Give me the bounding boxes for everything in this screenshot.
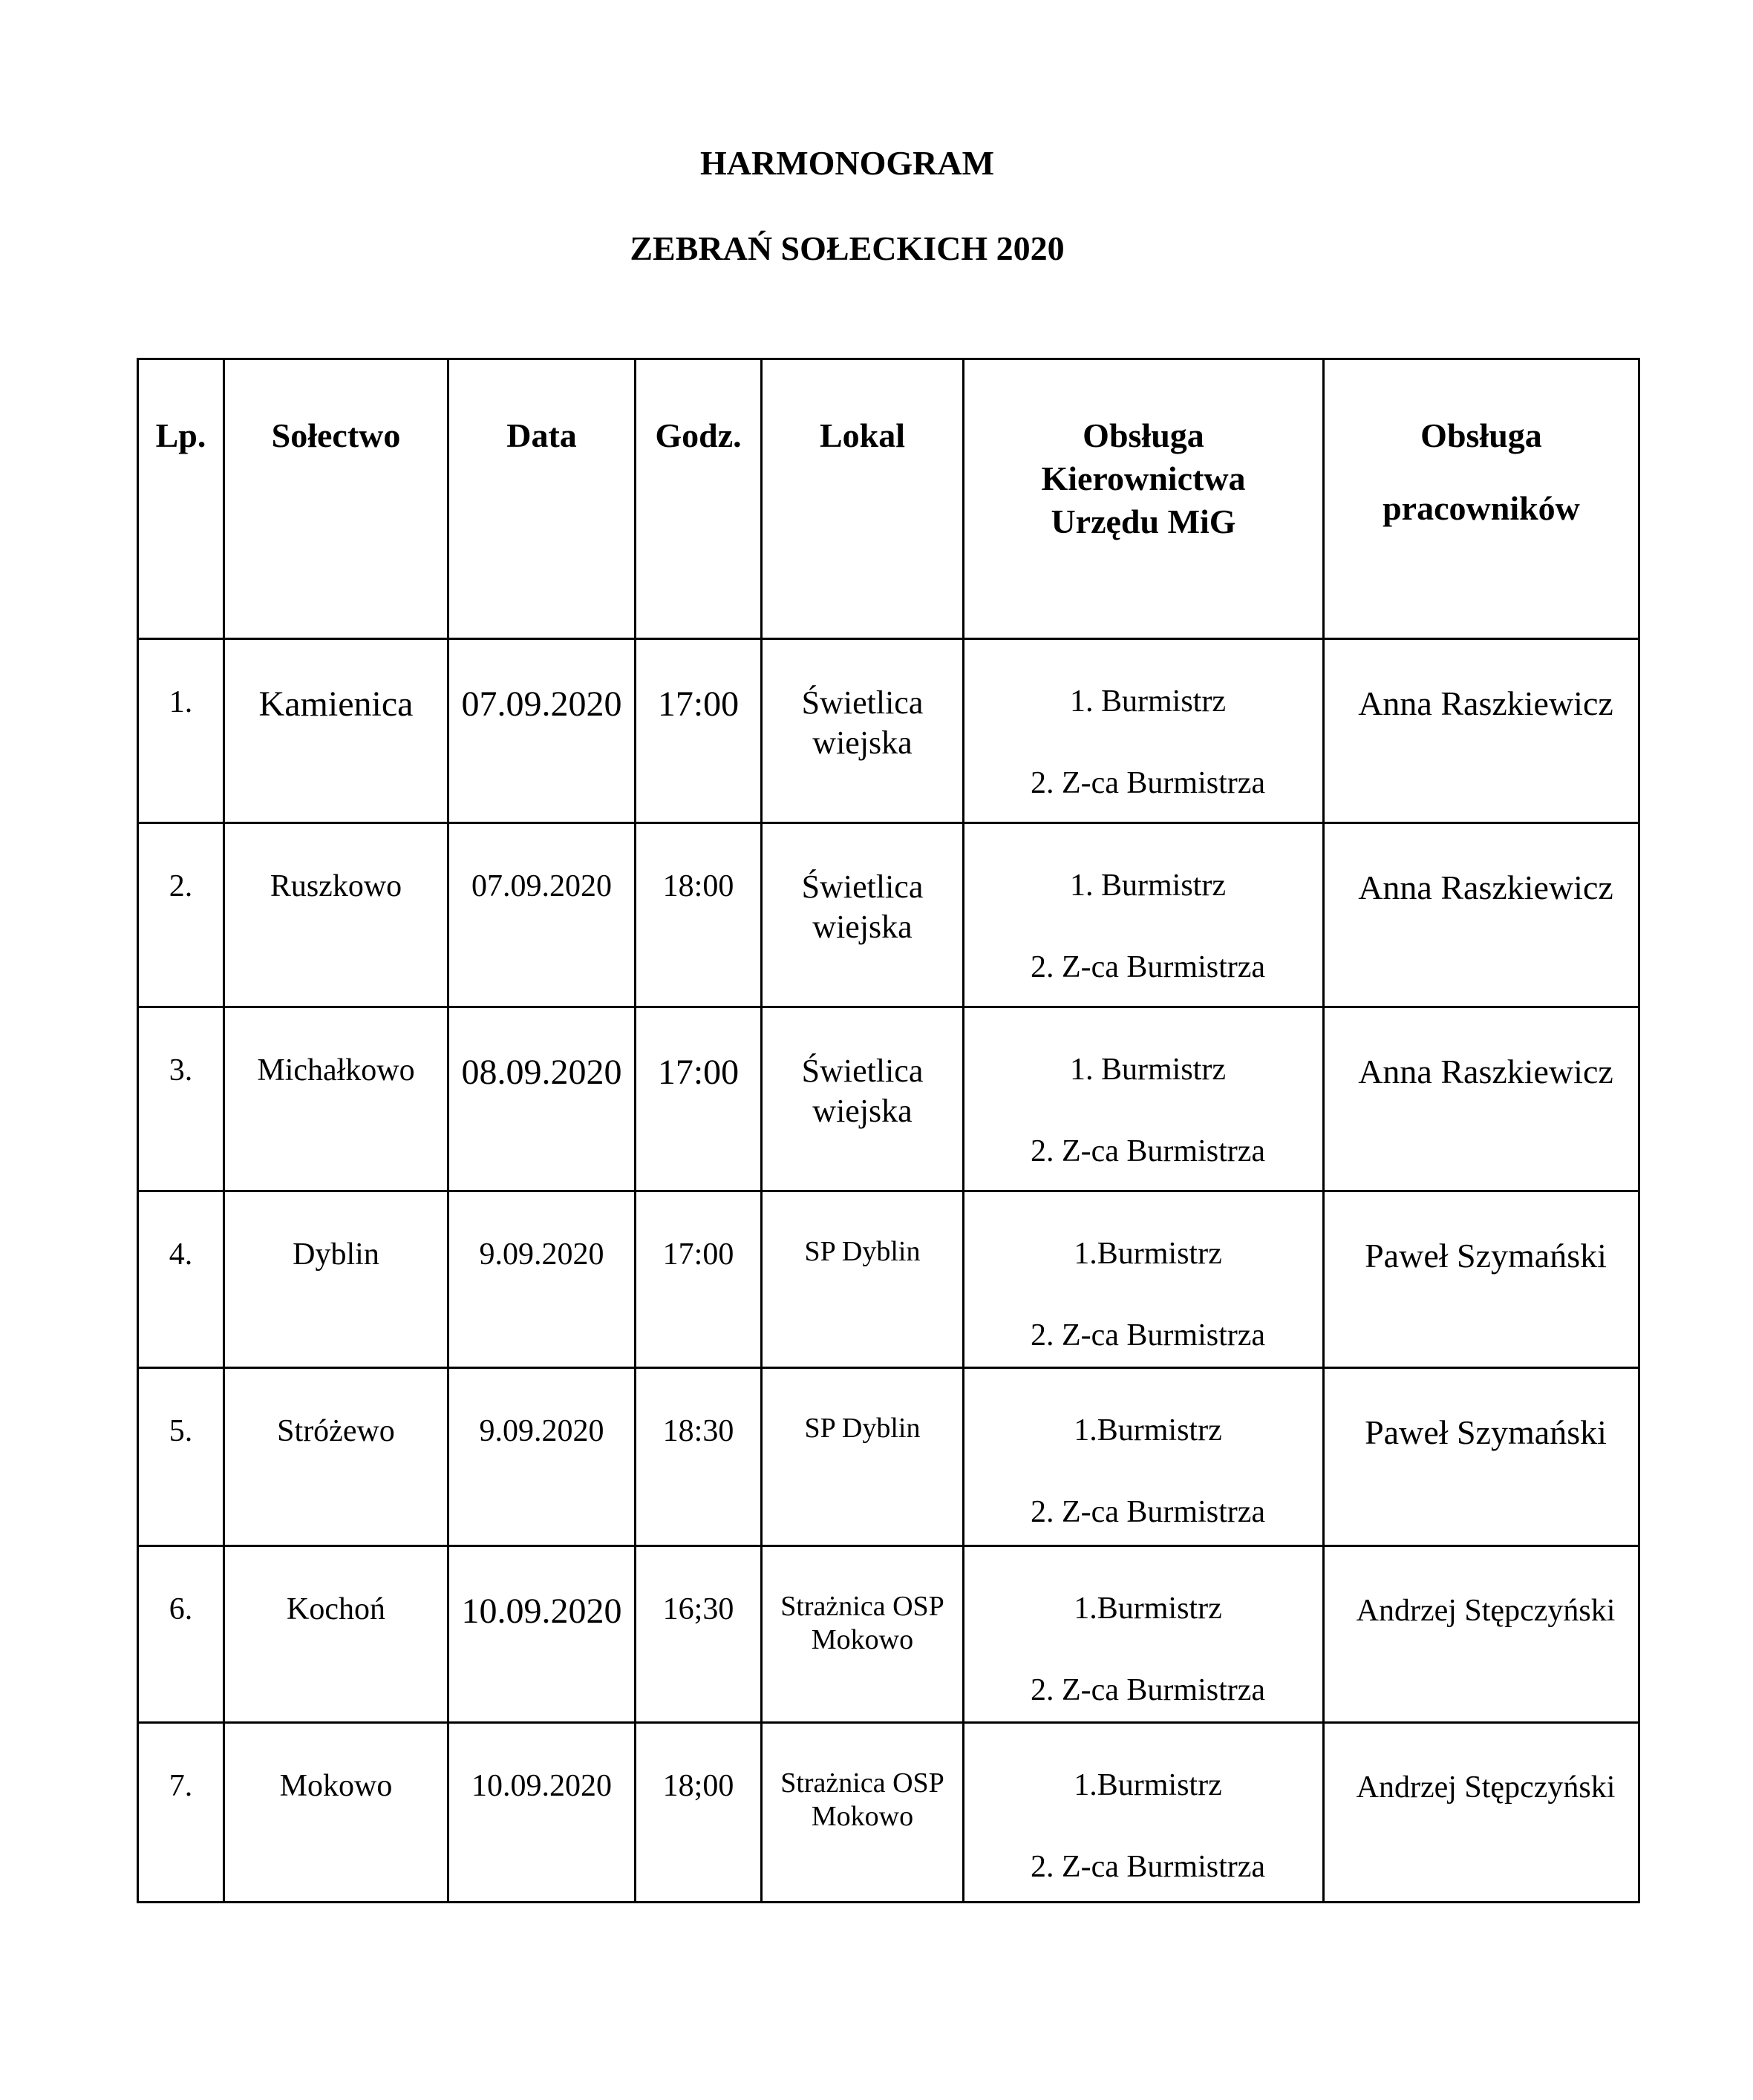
cell-obsluga-kierownictwa: 1. Burmistrz 2. Z-ca Burmistrza <box>964 1007 1324 1191</box>
table-row <box>138 639 1639 823</box>
cell-lokal: Strażnica OSP Mokowo <box>762 1723 964 1903</box>
cell-solectwo: Mokowo <box>224 1723 448 1903</box>
header-obsluga-kierownictwa: Obsługa Kierownictwa Urzędu MiG <box>964 359 1324 639</box>
cell-lp: 3. <box>138 1007 224 1191</box>
cell-obsluga-pracownikow: Paweł Szymański <box>1324 1368 1639 1546</box>
header-lp: Lp. <box>138 359 224 639</box>
cell-godz: 17:00 <box>636 1007 762 1191</box>
cell-lp: 4. <box>138 1191 224 1368</box>
cell-obsluga-kierownictwa: 1.Burmistrz 2. Z-ca Burmistrza <box>964 1723 1324 1903</box>
cell-lp: 1. <box>138 639 224 823</box>
cell-lokal: SP Dyblin <box>762 1368 964 1546</box>
cell-godz: 17:00 <box>636 1191 762 1368</box>
cell-lokal: Świetlica wiejska <box>762 823 964 1007</box>
table-row <box>138 1007 1639 1191</box>
cell-obsluga-pracownikow: Paweł Szymański <box>1324 1191 1639 1368</box>
table-row <box>138 1546 1639 1723</box>
cell-obsluga-pracownikow: Andrzej Stępczyński <box>1324 1723 1639 1903</box>
cell-obsluga-kierownictwa: 1. Burmistrz 2. Z-ca Burmistrza <box>964 823 1324 1007</box>
cell-godz: 18:00 <box>636 823 762 1007</box>
cell-data: 08.09.2020 <box>448 1007 636 1191</box>
cell-data: 10.09.2020 <box>448 1546 636 1723</box>
cell-solectwo: Stróżewo <box>224 1368 448 1546</box>
header-data: Data <box>448 359 636 639</box>
cell-data: 07.09.2020 <box>448 823 636 1007</box>
cell-solectwo: Ruszkowo <box>224 823 448 1007</box>
cell-data: 07.09.2020 <box>448 639 636 823</box>
header-solectwo: Sołectwo <box>224 359 448 639</box>
header-godz: Godz. <box>636 359 762 639</box>
table-row <box>138 823 1639 1007</box>
cell-data: 9.09.2020 <box>448 1191 636 1368</box>
cell-godz: 16;30 <box>636 1546 762 1723</box>
cell-lp: 6. <box>138 1546 224 1723</box>
cell-obsluga-pracownikow: Anna Raszkiewicz <box>1324 639 1639 823</box>
schedule-table <box>137 358 1640 1903</box>
header-obsluga-pracownikow: Obsługa pracowników <box>1324 359 1639 639</box>
cell-godz: 18;00 <box>636 1723 762 1903</box>
cell-lp: 7. <box>138 1723 224 1903</box>
cell-data: 10.09.2020 <box>448 1723 636 1903</box>
table-row <box>138 1368 1639 1546</box>
cell-godz: 17:00 <box>636 639 762 823</box>
cell-lp: 5. <box>138 1368 224 1546</box>
cell-obsluga-kierownictwa: 1.Burmistrz 2. Z-ca Burmistrza <box>964 1191 1324 1368</box>
cell-obsluga-pracownikow: Andrzej Stępczyński <box>1324 1546 1639 1723</box>
table-header-row <box>138 359 1639 639</box>
cell-lokal: Strażnica OSP Mokowo <box>762 1546 964 1723</box>
header-lokal: Lokal <box>762 359 964 639</box>
cell-solectwo: Michałkowo <box>224 1007 448 1191</box>
cell-solectwo: Kamienica <box>224 639 448 823</box>
cell-lokal: Świetlica wiejska <box>762 1007 964 1191</box>
table-row <box>138 1191 1639 1368</box>
cell-solectwo: Kochoń <box>224 1546 448 1723</box>
cell-obsluga-kierownictwa: 1.Burmistrz 2. Z-ca Burmistrza <box>964 1546 1324 1723</box>
document-title: HARMONOGRAM <box>699 144 995 182</box>
cell-obsluga-pracownikow: Anna Raszkiewicz <box>1324 1007 1639 1191</box>
cell-lp: 2. <box>138 823 224 1007</box>
cell-lokal: SP Dyblin <box>762 1191 964 1368</box>
cell-data: 9.09.2020 <box>448 1368 636 1546</box>
cell-lokal: Świetlica wiejska <box>762 639 964 823</box>
cell-solectwo: Dyblin <box>224 1191 448 1368</box>
document-subtitle: ZEBRAŃ SOŁECKICH 2020 <box>630 229 1065 267</box>
cell-godz: 18:30 <box>636 1368 762 1546</box>
cell-obsluga-pracownikow: Anna Raszkiewicz <box>1324 823 1639 1007</box>
cell-obsluga-kierownictwa: 1.Burmistrz 2. Z-ca Burmistrza <box>964 1368 1324 1546</box>
table-row <box>138 1723 1639 1903</box>
cell-obsluga-kierownictwa: 1. Burmistrz 2. Z-ca Burmistrza <box>964 639 1324 823</box>
